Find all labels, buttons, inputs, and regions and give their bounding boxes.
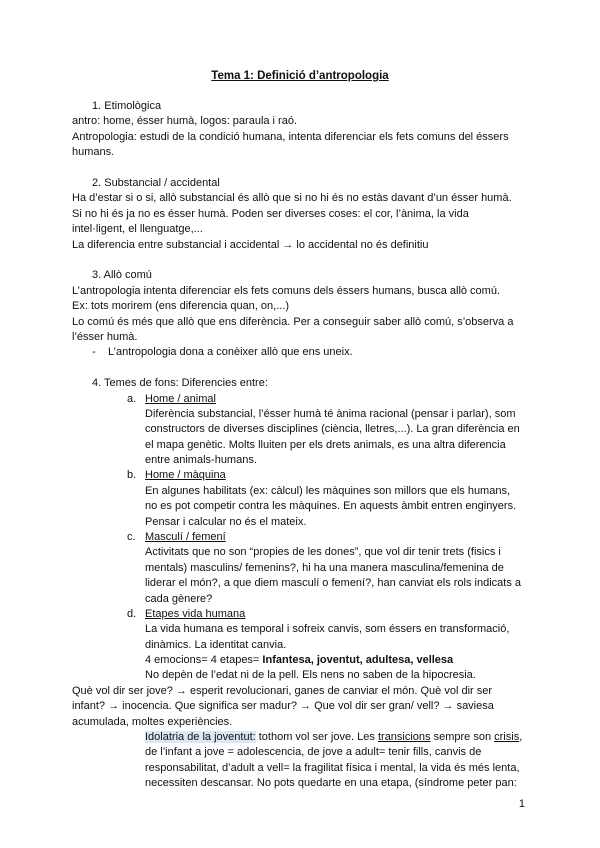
stages-list: Infantesa, joventut, adultesa, vellesa <box>262 654 454 666</box>
item-a-mark: a. <box>127 393 137 405</box>
item-a-line-1: Diferència substancial, l’ésser humà té ànima racional (pensar i parlar), som <box>145 408 516 420</box>
item-a-line-4: entre animals-humans. <box>145 454 257 466</box>
item-a-line-3: el mapa genètic. Molts lluiten per els drets animals, es una altra diferencia <box>145 439 506 451</box>
underlined-transicions: transicions <box>377 731 431 743</box>
idolatria-line-3: responsabilitat, d’adult a vell= la fragilitat física i mental, la vida és més lenta, <box>145 762 520 774</box>
section-2-heading: 2. Substancial / accidental <box>92 177 220 189</box>
section-4-heading: 4. Temes de fons: Diferencies entre: <box>92 377 268 389</box>
item-a-line-2: constructors de diverses disciplines (ciència, lletres,...). La gran diferència en <box>145 423 520 435</box>
question-line-3: acumulada, moltes experiències. <box>72 716 233 728</box>
idolatria-line-4: necessiten descansar. No pots quedarte en una etapa, (síndrome peter pan: <box>145 777 517 789</box>
page-title: Tema 1: Definició d’antropologia <box>211 70 389 82</box>
section-3-heading: 3. Allò comú <box>92 269 152 281</box>
item-c-mark: c. <box>127 531 136 543</box>
section-1-line-3: humans. <box>72 146 115 158</box>
section-2-line-4: La diferencia entre substancial i accidental → lo accidental no és definitiu <box>72 239 429 251</box>
idolatria-line-1 <box>145 731 522 744</box>
section-3-line-4: l’ésser humà. <box>72 331 138 343</box>
underlined-crisis: crisis <box>494 731 520 743</box>
idolatria-text-2: sempre son <box>430 731 495 743</box>
section-2-line-2: Si no hi és ja no es ésser humà. Poden ser diverses coses: el cor, l’ànima, la vida <box>72 208 469 220</box>
idolatria-text-3: , <box>519 731 523 743</box>
idolatria-text-1: tothom vol ser jove. Les <box>255 731 378 743</box>
section-1-heading: 1. Etimològica <box>92 100 162 112</box>
highlighted-term: Idolatria de la joventut: <box>145 731 256 743</box>
item-b-line-3: Pensar i calcular no és el mateix. <box>145 516 307 528</box>
item-c-line-2: mentals) masculins/ femenins?, hi ha una manera masculina/femenina de <box>145 562 504 574</box>
item-c-line-4: cada gènere? <box>145 593 213 605</box>
item-b-title: Home / màquina <box>145 469 226 481</box>
item-c-line-1: Activitats que no son “propies de les dones”, que vol dir tenir trets (fisics i <box>145 546 501 558</box>
section-1-line-1: antro: home, ésser humà, logos: paraula i raó. <box>72 115 298 127</box>
item-b-line-1: En algunes habilitats (ex: càlcul) les màquines son millors que els humans, <box>145 485 511 497</box>
section-3-bullet-mark: - <box>92 346 96 358</box>
section-3-line-3: Lo comú és més que allò que ens diferència. Per a conseguir saber allò comú, s’observa a <box>72 316 514 328</box>
item-a-title: Home / animal <box>145 393 216 405</box>
item-b-mark: b. <box>127 469 137 481</box>
item-d-line-1: La vida humana es temporal i sofreix canvis, som éssers en transformació, <box>145 623 510 635</box>
page-number: 1 <box>518 798 525 810</box>
section-3-bullet: L’antropologia dona a conèixer allò que ens uneix. <box>108 346 353 358</box>
section-3-line-2: Ex: tots morirem (ens diferencia quan, on,...) <box>72 300 290 312</box>
item-c-line-3: liderar el món?, a que diem masculí o femení?, han canviat els rols indicats a <box>145 577 522 589</box>
item-d-line-4: No depèn de l’edat ni de la pell. Els nens no saben de la hipocresia. <box>145 669 476 681</box>
item-d-mark: d. <box>127 608 137 620</box>
question-line-2: infant? → inocencia. Que significa ser madur? → Que vol dir ser gran/ vell? → saviesa <box>72 700 494 712</box>
item-d-line-2: dinàmics. La identitat canvia. <box>145 639 287 651</box>
section-2-line-1: Ha d’estar si o si, allò substancial és allò que si no hi és no estàs davant d’un ésser humà. <box>72 192 512 204</box>
section-1-line-2: Antropologia: estudi de la condició humana, intenta diferenciar els fets comuns del éssers <box>72 131 509 143</box>
section-3-line-1: L’antropologia intenta diferenciar els fets comuns dels éssers humans, busca allò comú. <box>72 285 501 297</box>
item-d-line-3-pre: 4 emocions= 4 etapes= <box>145 654 263 666</box>
item-b-line-2: no es pot competir contra les màquines. En aquests àmbit entren enginyers. <box>145 500 517 512</box>
idolatria-line-2: de l’infant a jove = adolescencia, de jove a adult= tenir fills, canvis de <box>145 746 482 758</box>
question-line-1: Què vol dir ser jove? → esperit revolucionari, ganes de canviar el món. Què vol dir ser <box>72 685 493 697</box>
item-d-line-3 <box>145 654 453 667</box>
item-c-title: Masculí / femení <box>145 531 226 543</box>
item-d-title: Etapes vida humana <box>145 608 246 620</box>
section-2-line-3: intel·ligent, el llenguatge,... <box>72 223 203 235</box>
